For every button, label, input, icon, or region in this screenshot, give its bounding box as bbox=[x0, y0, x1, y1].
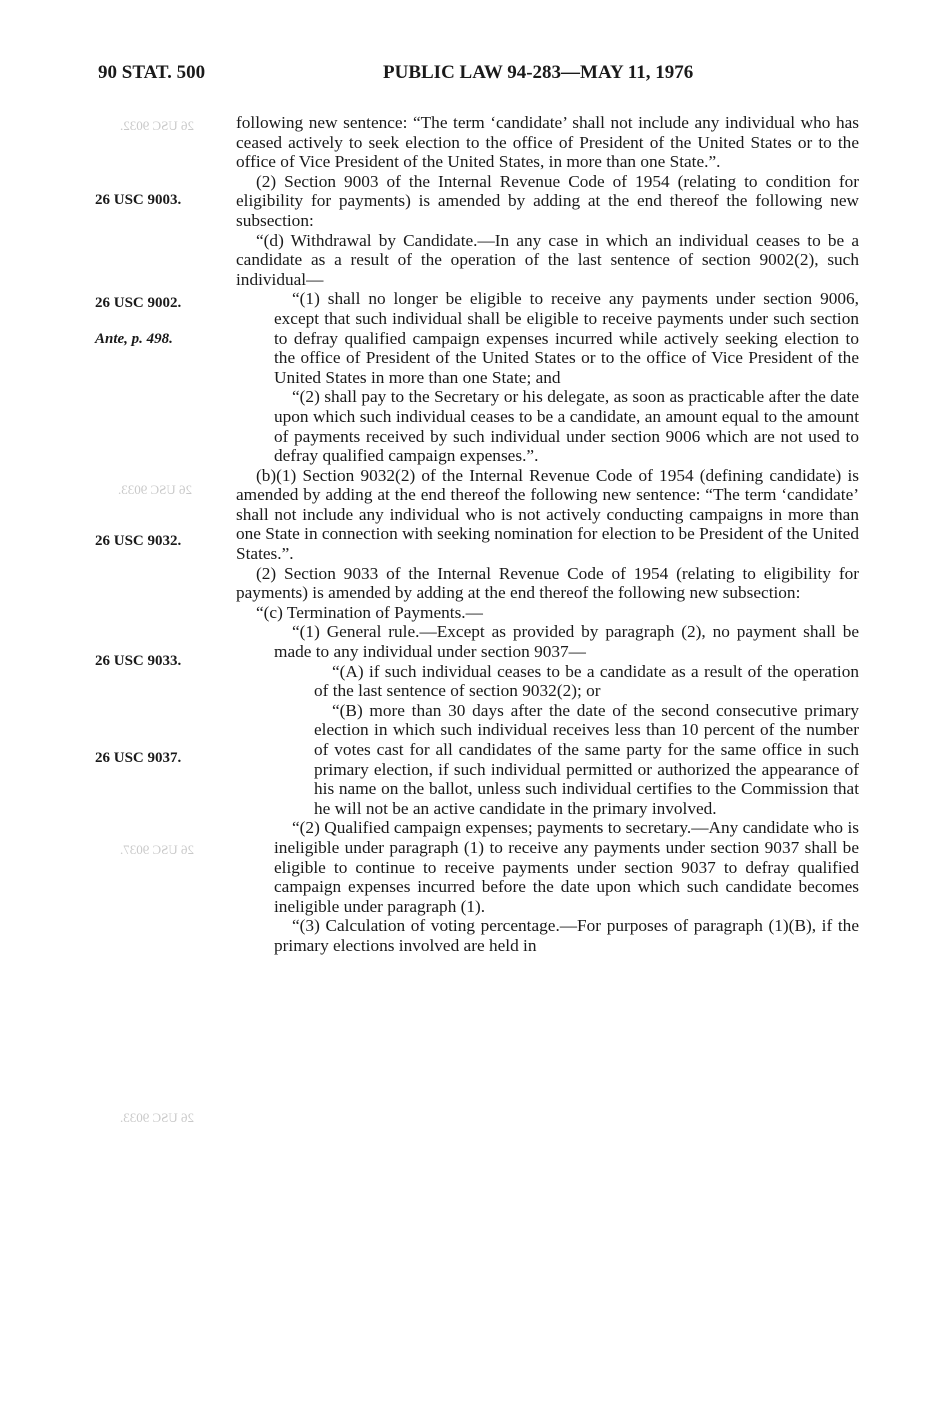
bleed-through-text: 26 USC 9032. bbox=[120, 118, 195, 133]
paragraph: “(c) Termination of Payments.— bbox=[256, 602, 483, 622]
margin-note: 26 USC 9003. bbox=[95, 192, 182, 208]
margin-note: 26 USC 9033. bbox=[95, 653, 182, 669]
paragraph: “(2) Qualified campaign expenses; payments to secretary.—Any candidate who is ineligible under paragraph (1) to receive any payments under section 9037 shall be eligible to continue to receive payments under section 9037 to defray qualified campaign expenses incurred before the date upon which such candidate becomes ineligible under paragraph (1). bbox=[274, 818, 859, 916]
paragraph: “(3) Calculation of voting percentage.—For purposes of paragraph (1)(B), if the primary elections involved are held in bbox=[274, 916, 859, 955]
paragraph: “(B) more than 30 days after the date of the second consecutive primary election in which such individual receives less than 10 percent of the number of votes cast for all candidates of the same party for the same office in such primary election, if such individual permitted or authorized the appearance of his name on the ballot, unless such individual certifies to the Commission that he will not be an active candidate in the primary involved. bbox=[314, 700, 859, 818]
paragraph: following new sentence: “The term ‘candidate’ shall not include any individual who has ceased actively to seek election to the office of President of the United States or to the office of Vice President of the United States, in more than one State.”. bbox=[236, 113, 859, 172]
margin-note: 26 USC 9037. bbox=[95, 750, 182, 766]
margin-note: 26 USC 9032. bbox=[95, 533, 182, 549]
paragraph: “(1) shall no longer be eligible to receive any payments under section 9006, except that such individual shall be eligible to receive payments under such section to defray qualified campaign expenses incurred while actively seeking election to the office of President of the United States or to the office of Vice President of the United States in more than one State; and bbox=[274, 289, 859, 387]
paragraph: “(1) General rule.—Except as provided by paragraph (2), no payment shall be made to any individual under section 9037— bbox=[274, 622, 859, 662]
margin-note: 26 USC 9002. bbox=[95, 295, 182, 311]
bleed-through-text: 26 USC 9033. bbox=[118, 482, 193, 497]
paragraph: “(A) if such individual ceases to be a candidate as a result of the operation of the last sentence of section 9032(2); or bbox=[314, 661, 859, 701]
page-title: PUBLIC LAW 94-283—MAY 11, 1976 bbox=[383, 62, 694, 83]
bleed-through-text: 26 USC 9037. bbox=[120, 842, 195, 857]
paragraph: (2) Section 9033 of the Internal Revenue Code of 1954 (relating to eligibility for payments) is amended by adding at the end thereof the following new subsection: bbox=[236, 563, 859, 603]
paragraph: (2) Section 9003 of the Internal Revenue Code of 1954 (relating to condition for eligibility for payments) is amended by adding at the end thereof the following new subsection: bbox=[236, 171, 859, 230]
paragraph: “(d) Withdrawal by Candidate.—In any case in which an individual ceases to be a candidate as a result of the operation of the last sentence of section 9002(2), such individual— bbox=[236, 230, 859, 289]
statute-text bbox=[236, 113, 859, 956]
bleed-through-text: 26 USC 9033. bbox=[120, 1110, 195, 1125]
paragraph: (b)(1) Section 9032(2) of the Internal Revenue Code of 1954 (defining candidate) is amended by adding at the end thereof the following new sentence: “The term ‘candidate’ shall not include any individual who is not actively conducting campaigns in more than one State in connection with seeking nomination for election to be President of the United States.”. bbox=[236, 465, 859, 564]
margin-note: Ante, p. 498. bbox=[95, 331, 173, 347]
paragraph: “(2) shall pay to the Secretary or his delegate, as soon as practicable after the date upon which such individual ceases to be a candidate, an amount equal to the amount of payments received by such individual under section 9006 which are not used to defray qualified campaign expenses.”. bbox=[274, 387, 859, 466]
page-reference: 90 STAT. 500 bbox=[98, 62, 206, 83]
